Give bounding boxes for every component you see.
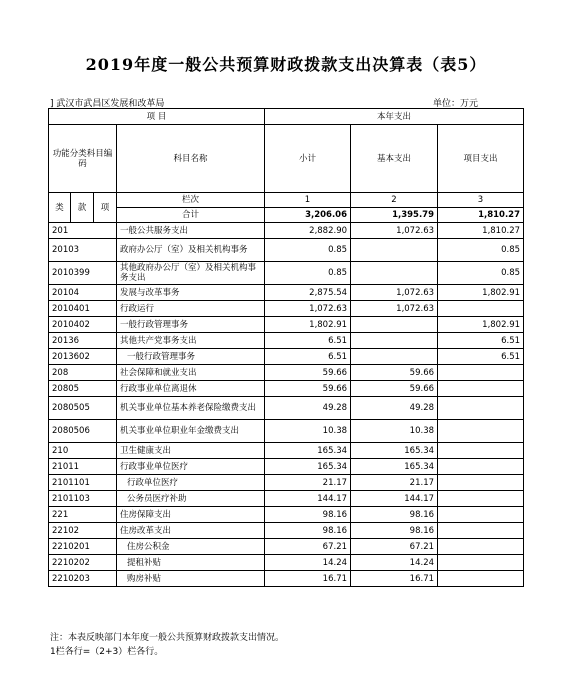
row-subject-name: 其他政府办公厅（室）及相关机构事务支出 — [117, 262, 265, 285]
row-subtotal: 144.17 — [265, 491, 351, 507]
row-subject-name: 一般行政管理事务 — [117, 317, 265, 333]
row-subtotal: 2,875.54 — [265, 285, 351, 301]
row-project — [438, 397, 524, 420]
row-basic — [351, 262, 438, 285]
total-project: 1,810.27 — [438, 208, 524, 223]
table-row — [49, 365, 524, 381]
table-row — [49, 539, 524, 555]
row-code: 201 — [49, 223, 117, 239]
note-line-2: 1栏各行=（2+3）栏各行。 — [50, 647, 164, 657]
row-basic: 21.17 — [351, 475, 438, 491]
row-project: 1,810.27 — [438, 223, 524, 239]
row-subject-name: 行政运行 — [117, 301, 265, 317]
row-basic — [351, 349, 438, 365]
row-subtotal: 98.16 — [265, 523, 351, 539]
row-project: 6.51 — [438, 349, 524, 365]
row-code: 20136 — [49, 333, 117, 349]
header-subtotal: 小计 — [265, 125, 351, 193]
table-row — [49, 571, 524, 587]
row-code: 2080505 — [49, 397, 117, 420]
row-subtotal: 6.51 — [265, 333, 351, 349]
row-code: 2010402 — [49, 317, 117, 333]
row-basic: 59.66 — [351, 365, 438, 381]
row-subtotal: 10.38 — [265, 420, 351, 443]
row-code: 2010399 — [49, 262, 117, 285]
row-basic: 144.17 — [351, 491, 438, 507]
row-project — [438, 443, 524, 459]
row-project — [438, 523, 524, 539]
table-row — [49, 420, 524, 443]
row-subject-name: 发展与改革事务 — [117, 285, 265, 301]
row-project — [438, 365, 524, 381]
row-code: 2210201 — [49, 539, 117, 555]
row-code: 2210203 — [49, 571, 117, 587]
row-code: 20104 — [49, 285, 117, 301]
row-code: 221 — [49, 507, 117, 523]
row-project — [438, 475, 524, 491]
table-row — [49, 523, 524, 539]
row-subject-name: 行政事业单位医疗 — [117, 459, 265, 475]
row-subject-name: 一般行政管理事务 — [117, 349, 265, 365]
row-subtotal: 14.24 — [265, 555, 351, 571]
row-basic: 16.71 — [351, 571, 438, 587]
row-subject-name: 机关事业单位基本养老保险缴费支出 — [117, 397, 265, 420]
row-project — [438, 539, 524, 555]
row-code: 21011 — [49, 459, 117, 475]
row-code: 22102 — [49, 523, 117, 539]
row-subtotal: 59.66 — [265, 365, 351, 381]
row-project — [438, 420, 524, 443]
row-project: 0.85 — [438, 239, 524, 262]
header-col2: 2 — [351, 193, 438, 208]
row-subject-name: 行政单位医疗 — [117, 475, 265, 491]
row-project — [438, 555, 524, 571]
row-subtotal: 0.85 — [265, 239, 351, 262]
table-row — [49, 507, 524, 523]
unit-label: 单位：万元 — [433, 99, 479, 109]
table-row — [49, 262, 524, 285]
row-subtotal: 59.66 — [265, 381, 351, 397]
page-title: 2019年度一般公共预算财政拨款支出决算表（表5） — [85, 55, 487, 74]
row-subject-name: 卫生健康支出 — [117, 443, 265, 459]
row-basic: 14.24 — [351, 555, 438, 571]
row-basic: 98.16 — [351, 523, 438, 539]
row-basic: 59.66 — [351, 381, 438, 397]
header-col1: 1 — [265, 193, 351, 208]
row-subject-name: 住房改革支出 — [117, 523, 265, 539]
row-subject-name: 机关事业单位职业年金缴费支出 — [117, 420, 265, 443]
table-row — [49, 491, 524, 507]
organization-name: ] 武汉市武昌区发展和改革局 — [50, 99, 165, 109]
table-row — [49, 555, 524, 571]
row-subtotal: 0.85 — [265, 262, 351, 285]
note-line-1: 注：本表反映部门本年度一般公共预算财政拨款支出情况。 — [50, 633, 285, 643]
row-basic: 165.34 — [351, 459, 438, 475]
row-subject-name: 公务员医疗补助 — [117, 491, 265, 507]
header-xiang: 项 — [94, 193, 117, 223]
row-basic — [351, 333, 438, 349]
table-row — [49, 223, 524, 239]
table-row — [49, 317, 524, 333]
row-code: 2101103 — [49, 491, 117, 507]
row-subtotal: 16.71 — [265, 571, 351, 587]
row-subtotal: 2,882.90 — [265, 223, 351, 239]
row-subject-name: 社会保障和就业支出 — [117, 365, 265, 381]
row-subject-name: 购房补贴 — [117, 571, 265, 587]
row-basic: 1,072.63 — [351, 301, 438, 317]
row-code: 20805 — [49, 381, 117, 397]
row-subtotal: 165.34 — [265, 459, 351, 475]
row-code: 208 — [49, 365, 117, 381]
row-subtotal: 1,802.91 — [265, 317, 351, 333]
header-basic: 基本支出 — [351, 125, 438, 193]
row-basic: 98.16 — [351, 507, 438, 523]
table-notes — [50, 631, 284, 659]
table-row — [49, 333, 524, 349]
row-project — [438, 301, 524, 317]
row-basic: 1,072.63 — [351, 285, 438, 301]
header-row-2 — [49, 125, 524, 193]
row-project — [438, 571, 524, 587]
row-subtotal: 67.21 — [265, 539, 351, 555]
total-subtotal: 3,206.06 — [265, 208, 351, 223]
row-subtotal: 165.34 — [265, 443, 351, 459]
table-row — [49, 475, 524, 491]
table-row — [49, 443, 524, 459]
row-code: 210 — [49, 443, 117, 459]
row-code: 2013602 — [49, 349, 117, 365]
row-basic: 10.38 — [351, 420, 438, 443]
header-kuan: 款 — [71, 193, 94, 223]
header-project: 项目支出 — [438, 125, 524, 193]
row-basic: 165.34 — [351, 443, 438, 459]
row-project — [438, 381, 524, 397]
row-project — [438, 491, 524, 507]
header-year-expense: 本年支出 — [265, 109, 524, 125]
row-subtotal: 21.17 — [265, 475, 351, 491]
header-col3: 3 — [438, 193, 524, 208]
table-row — [49, 301, 524, 317]
row-basic — [351, 317, 438, 333]
row-code: 2101101 — [49, 475, 117, 491]
table-row — [49, 239, 524, 262]
total-label: 合计 — [117, 208, 265, 223]
total-row — [49, 208, 524, 223]
row-project: 1,802.91 — [438, 285, 524, 301]
row-subtotal: 1,072.63 — [265, 301, 351, 317]
table-row — [49, 381, 524, 397]
row-subject-name: 住房保障支出 — [117, 507, 265, 523]
header-item-group: 项 目 — [49, 109, 265, 125]
header-row-1 — [49, 109, 524, 125]
expenditure-table — [48, 108, 524, 587]
header-func-code: 功能分类科目编码 — [49, 125, 117, 193]
row-project — [438, 507, 524, 523]
row-basic: 67.21 — [351, 539, 438, 555]
header-lei: 类 — [49, 193, 71, 223]
row-basic — [351, 239, 438, 262]
row-project: 6.51 — [438, 333, 524, 349]
row-subject-name: 住房公积金 — [117, 539, 265, 555]
table-row — [49, 349, 524, 365]
row-code: 20103 — [49, 239, 117, 262]
table-row — [49, 285, 524, 301]
row-basic: 1,072.63 — [351, 223, 438, 239]
table-row — [49, 459, 524, 475]
row-subject-name: 提租补贴 — [117, 555, 265, 571]
row-subject-name: 一般公共服务支出 — [117, 223, 265, 239]
header-row-seq — [49, 193, 524, 208]
row-subtotal: 6.51 — [265, 349, 351, 365]
row-project: 1,802.91 — [438, 317, 524, 333]
row-subject-name: 行政事业单位离退休 — [117, 381, 265, 397]
row-subject-name: 政府办公厅（室）及相关机构事务 — [117, 239, 265, 262]
table-row — [49, 397, 524, 420]
row-basic: 49.28 — [351, 397, 438, 420]
row-project — [438, 459, 524, 475]
row-subject-name: 其他共产党事务支出 — [117, 333, 265, 349]
row-code: 2210202 — [49, 555, 117, 571]
total-basic: 1,395.79 — [351, 208, 438, 223]
row-code: 2080506 — [49, 420, 117, 443]
row-project: 0.85 — [438, 262, 524, 285]
row-code: 2010401 — [49, 301, 117, 317]
header-col-seq: 栏次 — [117, 193, 265, 208]
header-subject-name: 科目名称 — [117, 125, 265, 193]
row-subtotal: 98.16 — [265, 507, 351, 523]
row-subtotal: 49.28 — [265, 397, 351, 420]
